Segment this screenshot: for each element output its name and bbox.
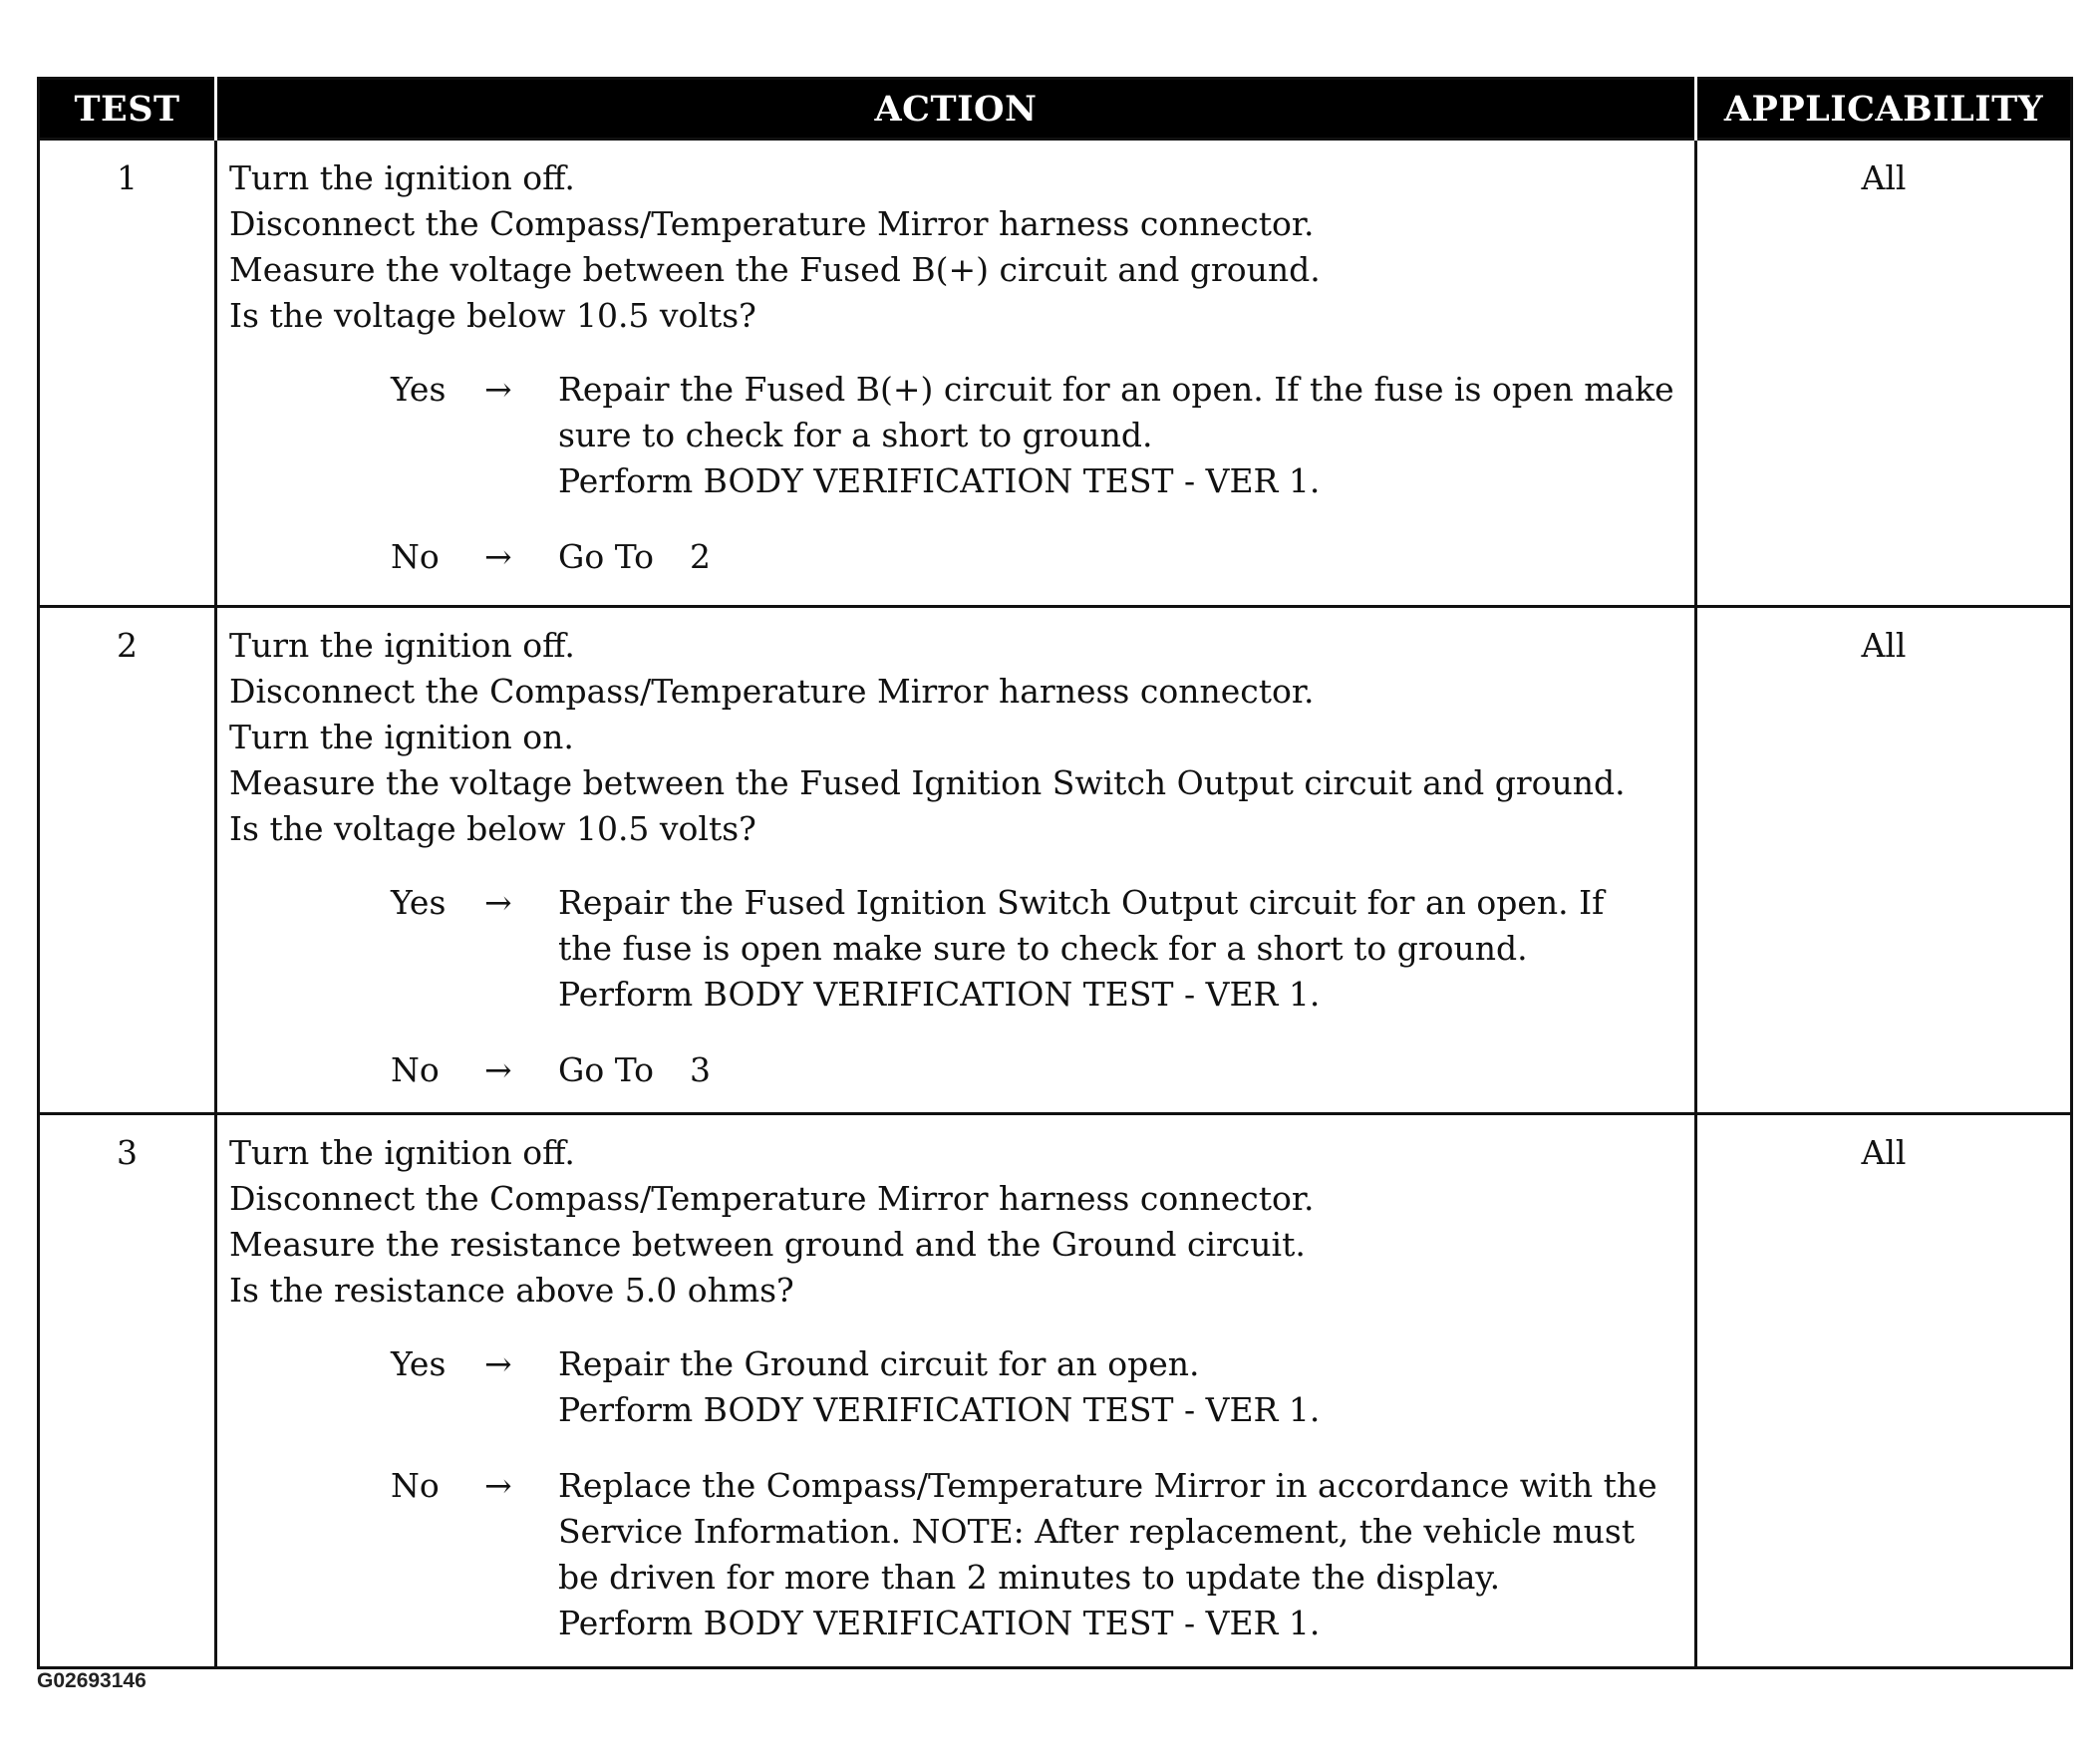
table-row-test-3	[39, 1114, 2072, 1668]
action-step: Disconnect the Compass/Temperature Mirror harness connector.	[229, 1179, 1315, 1218]
goto-text: Go To	[558, 1050, 655, 1089]
action-step: Measure the resistance between ground and the Ground circuit.	[229, 1225, 1306, 1264]
action-step: Measure the voltage between the Fused B(+) circuit and ground.	[229, 250, 1321, 289]
yes-result-text	[558, 367, 1686, 504]
right-arrow-icon: →	[484, 1466, 512, 1505]
test-applicability: All	[1696, 607, 2072, 1114]
right-arrow-icon: →	[484, 1050, 512, 1089]
action-step: Is the voltage below 10.5 volts?	[229, 296, 756, 335]
header-action: ACTION	[216, 79, 1696, 140]
goto-text: Go To	[558, 537, 655, 576]
no-label: No	[391, 537, 440, 576]
result-line: Perform BODY VERIFICATION TEST - VER 1.	[558, 975, 1321, 1014]
no-label: No	[391, 1466, 440, 1505]
result-line: Perform BODY VERIFICATION TEST - VER 1.	[558, 461, 1321, 500]
action-step: Disconnect the Compass/Temperature Mirror harness connector.	[229, 204, 1315, 243]
test-number: 2	[39, 607, 216, 1114]
yes-label: Yes	[391, 1344, 447, 1383]
figure-id: G02693146	[37, 1669, 147, 1692]
action-step: Turn the ignition off.	[229, 158, 575, 197]
no-result-text	[558, 1463, 1686, 1646]
test-number: 1	[39, 140, 216, 607]
result-line: Service Information. NOTE: After replacement, the vehicle must	[558, 1512, 1636, 1551]
test-action	[216, 140, 1696, 607]
action-step: Measure the voltage between the Fused Ignition Switch Output circuit and ground.	[229, 763, 1626, 802]
right-arrow-icon: →	[484, 370, 512, 409]
yes-label: Yes	[391, 370, 447, 409]
yes-label: Yes	[391, 883, 447, 922]
test-applicability: All	[1696, 140, 2072, 607]
diagnostic-test-table	[37, 77, 2073, 1669]
action-step: Is the resistance above 5.0 ohms?	[229, 1271, 794, 1310]
result-line: Repair the Ground circuit for an open.	[558, 1344, 1200, 1383]
test-number: 3	[39, 1114, 216, 1668]
right-arrow-icon: →	[484, 537, 512, 576]
no-label: No	[391, 1050, 440, 1089]
table-header-row	[39, 79, 2072, 140]
yes-result-text	[558, 1341, 1686, 1433]
test-action	[216, 607, 1696, 1114]
header-applicability: APPLICABILITY	[1696, 79, 2072, 140]
yes-result	[391, 880, 1686, 1018]
result-line: Replace the Compass/Temperature Mirror in accordance with the	[558, 1466, 1657, 1505]
no-result-text	[558, 534, 1686, 580]
right-arrow-icon: →	[484, 883, 512, 922]
result-line: Perform BODY VERIFICATION TEST - VER 1.	[558, 1390, 1321, 1429]
result-line: the fuse is open make sure to check for a short to ground.	[558, 929, 1528, 968]
result-line: Repair the Fused B(+) circuit for an open. If the fuse is open make	[558, 370, 1674, 409]
action-step: Is the voltage below 10.5 volts?	[229, 809, 756, 848]
action-step: Disconnect the Compass/Temperature Mirror harness connector.	[229, 672, 1315, 711]
result-line: Repair the Fused Ignition Switch Output circuit for an open. If	[558, 883, 1605, 922]
no-result	[391, 1463, 1686, 1646]
no-result	[391, 1047, 1686, 1093]
yes-result-text	[558, 880, 1686, 1018]
goto-target: 3	[690, 1050, 712, 1089]
result-line: Perform BODY VERIFICATION TEST - VER 1.	[558, 1604, 1321, 1642]
yes-result	[391, 367, 1686, 504]
right-arrow-icon: →	[484, 1344, 512, 1383]
result-line: sure to check for a short to ground.	[558, 416, 1153, 454]
action-step: Turn the ignition off.	[229, 1133, 575, 1172]
yes-result	[391, 1341, 1686, 1433]
test-applicability: All	[1696, 1114, 2072, 1668]
test-action	[216, 1114, 1696, 1668]
no-result	[391, 534, 1686, 580]
action-step: Turn the ignition on.	[229, 718, 574, 756]
header-test: TEST	[39, 79, 216, 140]
no-result-text	[558, 1047, 1686, 1093]
action-step: Turn the ignition off.	[229, 626, 575, 665]
goto-target: 2	[690, 537, 712, 576]
result-line: be driven for more than 2 minutes to update the display.	[558, 1558, 1501, 1597]
table-row-test-1	[39, 140, 2072, 607]
table-row-test-2	[39, 607, 2072, 1114]
